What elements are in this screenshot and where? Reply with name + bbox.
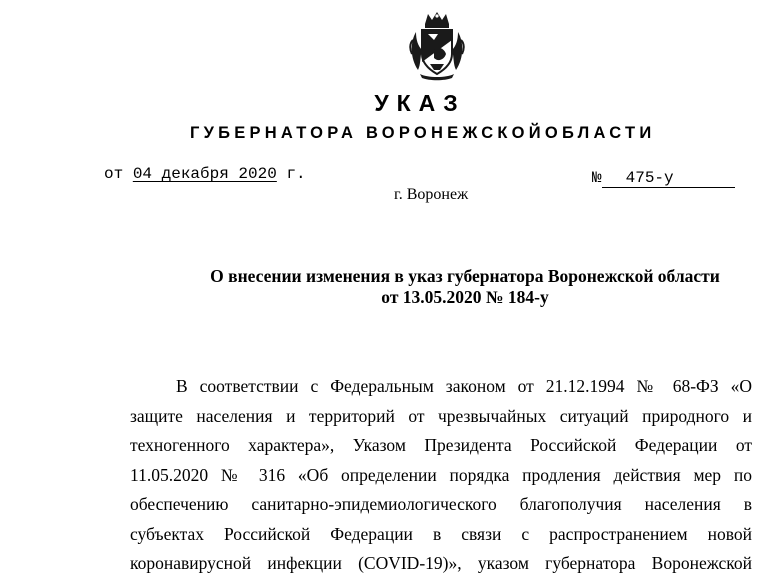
date-value: 04 декабря 2020 [132,165,277,183]
heading-line-1: О внесении изменения в указ губернатора Воронежской области [210,266,720,286]
document-title: УКАЗ [374,90,466,116]
body-line: защите населения и территорий от чрезвычайных ситуаций природного и [130,405,752,426]
body-line: коронавирусной инфекции (COVID-19)», указом губернатора Воронежской [130,553,752,573]
decree-heading [130,266,783,308]
body-line: субъектах Российской Федерации в связи с распространением новой [130,523,752,544]
number-value: 475-у [602,170,735,188]
decree-number [592,169,735,188]
body-line: обеспечению санитарно-эпидемиологического благополучия населения в [130,494,752,514]
number-prefix: № [592,169,602,187]
date-suffix: г. [286,165,306,183]
decree-body [130,374,752,579]
decree-date [104,165,306,183]
coat-of-arms-icon [408,10,466,82]
document-subtitle: ГУБЕРНАТОРА ВОРОНЕЖСКОЙОБЛАСТИ [190,124,656,142]
date-prefix: от [104,165,124,183]
city: г. Воронеж [394,186,469,203]
body-line: В соответствии с Федеральным законом от 21.12.1994 № 68-ФЗ «О [176,376,752,396]
heading-line-2: от 13.05.2020 № 184-у [381,287,549,307]
body-line: 11.05.2020 № 316 «Об определении порядка продления действия мер по [130,464,752,485]
body-line: техногенного характера», Указом Президента Российской Федерации от [130,435,752,455]
